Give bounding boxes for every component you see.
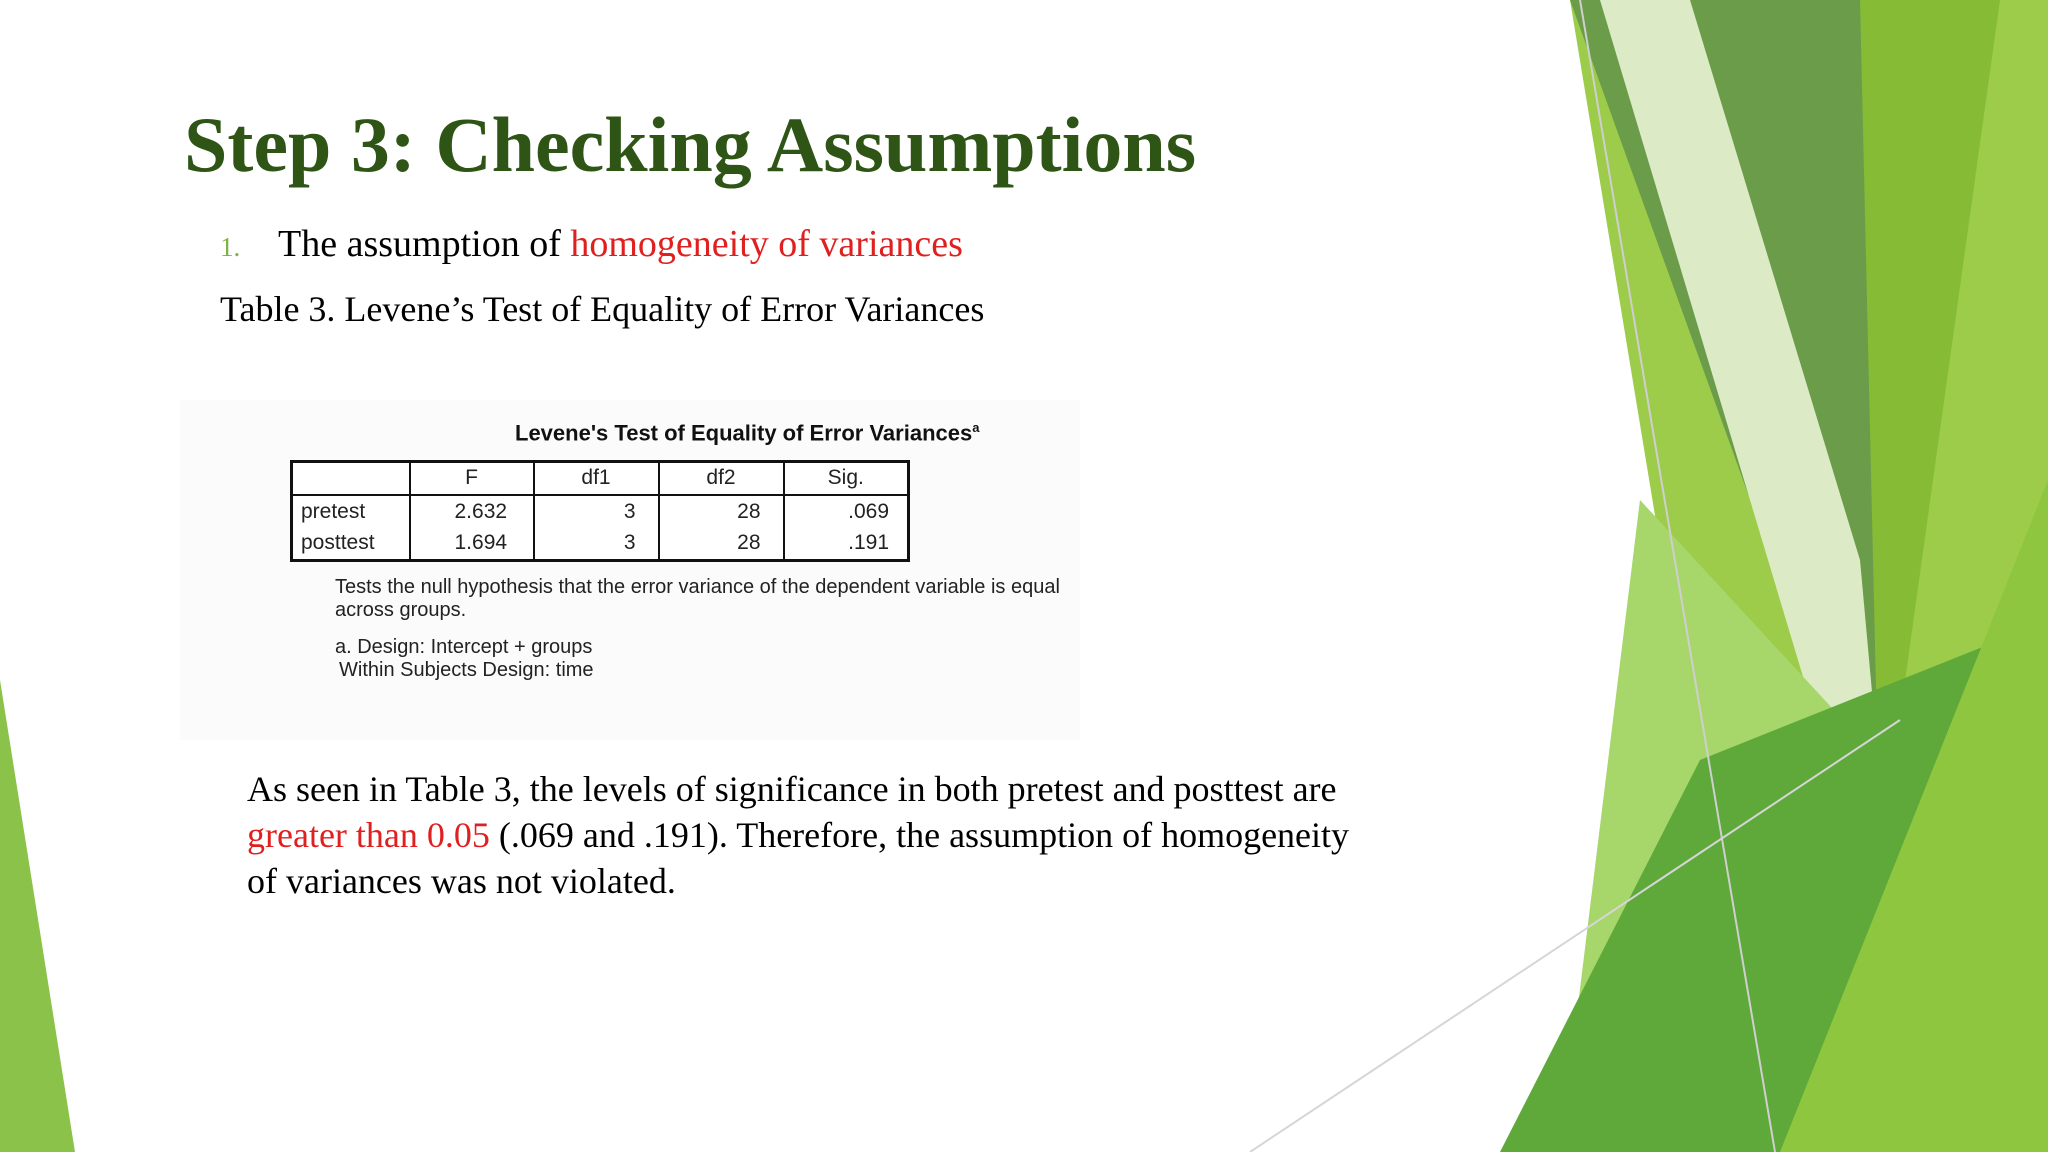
design-note: a. Design: Intercept + groups Within Subjects Design: time [335, 636, 594, 681]
paragraph-line: As seen in Table 3, the levels of significance in both pretest and posttest are [247, 769, 1337, 809]
table-header-row [292, 462, 909, 495]
column-header-sig: Sig. [784, 462, 909, 495]
bullet-text: The assumption of [278, 223, 571, 265]
row-label: posttest [301, 531, 375, 555]
paragraph-line: of variances was not violated. [247, 861, 676, 901]
column-header-f: F [410, 462, 534, 495]
cell-df2: 28 [659, 495, 784, 528]
cell-df2: 28 [659, 528, 784, 561]
table-row [292, 495, 909, 528]
slide-title: Step 3: Checking Assumptions [184, 101, 1197, 188]
paragraph-highlight: greater than 0.05 [247, 815, 490, 855]
bullet-item [220, 222, 963, 266]
cell-f: 2.632 [410, 495, 534, 528]
spss-table-title: Levene's Test of Equality of Error Variances$^a$ [515, 420, 980, 446]
cell-f: 1.694 [410, 528, 534, 561]
cell-sig: .069 [784, 495, 909, 528]
spss-output-image [180, 400, 1080, 740]
header-corner [292, 462, 410, 495]
row-label: pretest [301, 499, 366, 523]
table-row [292, 528, 909, 561]
bullet-highlight: homogeneity of variances [570, 223, 963, 265]
cell-df1: 3 [534, 528, 659, 561]
table-footnote: Tests the null hypothesis that the error variance of the dependent variable is equal across groups. [335, 576, 1060, 621]
conclusion-paragraph [247, 766, 1477, 904]
cell-sig: .191 [784, 528, 909, 561]
paragraph-line: greater than 0.05 (.069 and .191). Therefore, the assumption of homogeneity [247, 815, 1350, 855]
cell-df1: 3 [534, 495, 659, 528]
footnote-marker: a [972, 420, 980, 435]
table-caption: Table 3. Levene’s Test of Equality of Error Variances [220, 289, 985, 329]
left-green-wedge [0, 680, 75, 1152]
levene-table [290, 460, 910, 562]
column-header-df2: df2 [659, 462, 784, 495]
column-header-df1: df1 [534, 462, 659, 495]
bullet-number: 1. [220, 232, 241, 262]
